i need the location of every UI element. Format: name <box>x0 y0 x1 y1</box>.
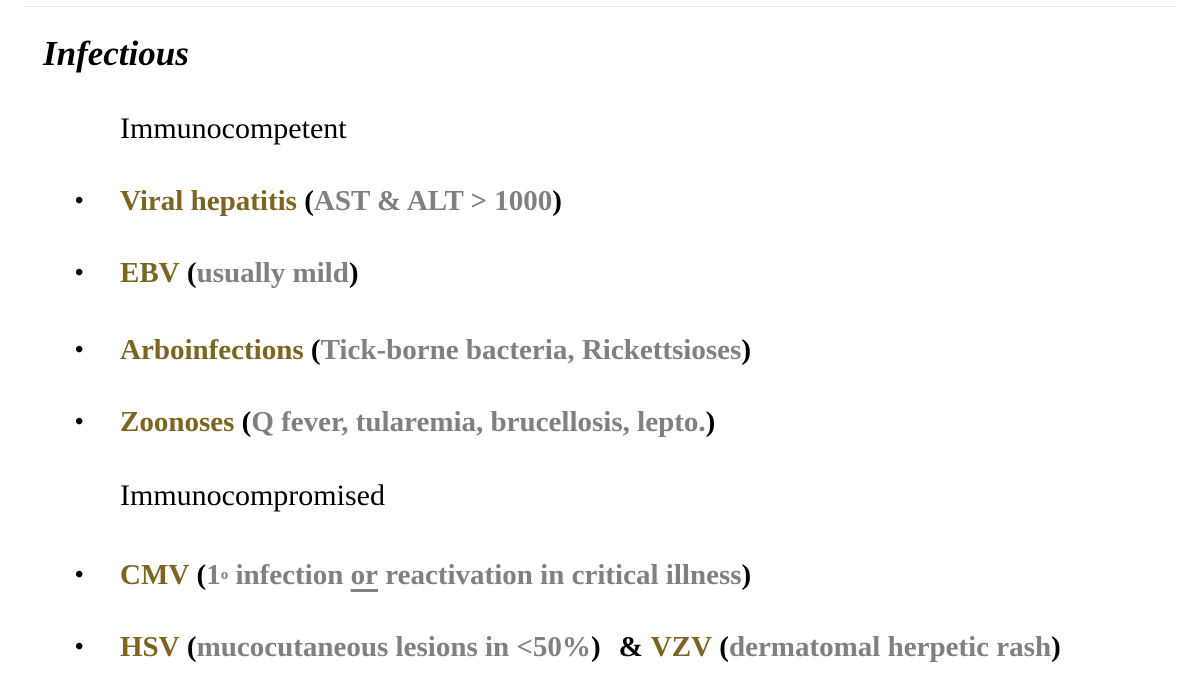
bullet-icon: • <box>75 561 84 588</box>
item-detail-mid: infection <box>228 558 351 591</box>
group-heading-immunocompetent: Immunocompetent <box>120 112 347 145</box>
bullet-icon: • <box>75 259 84 286</box>
item-detail-pre: 1 <box>206 558 221 591</box>
item-detail-underlined: or <box>350 558 378 591</box>
list-item-hsv-vzv: • HSV ( mucocutaneous lesions in <50% ) & VZV ( dermatomal herpetic rash ) <box>70 627 1061 667</box>
item-detail: AST & ALT > 1000 <box>313 184 553 217</box>
list-item-cmv: • CMV ( 1 o infection or reactivation in critical illness ) <box>70 555 751 595</box>
item-term: Arboinfections <box>120 333 304 366</box>
list-item-viral-hepatitis: • Viral hepatitis ( AST & ALT > 1000 ) <box>70 181 562 221</box>
group-heading-immunocompromised: Immunocompromised <box>120 479 385 512</box>
list-item-arboinfections: • Arboinfections ( Tick-borne bacteria, Rickettsioses ) <box>70 330 751 370</box>
item-term: EBV <box>120 256 180 289</box>
section-title: Infectious <box>43 34 189 73</box>
bullet-icon: • <box>75 336 84 363</box>
bullet-icon: • <box>75 408 84 435</box>
item-detail: Tick-borne bacteria, Rickettsioses <box>320 333 742 366</box>
item-detail: usually mild <box>196 256 349 289</box>
list-item-ebv: • EBV ( usually mild ) <box>70 253 359 293</box>
item-detail-superscript: o <box>220 566 229 583</box>
item-term: CMV <box>120 558 190 591</box>
item-detail-post: reactivation in critical illness <box>378 558 742 591</box>
top-divider <box>24 6 1176 7</box>
item-term: Zoonoses <box>120 405 235 438</box>
bullet-icon: • <box>75 633 84 660</box>
item-detail: Q fever, tularemia, brucellosis, lepto. <box>251 405 706 438</box>
item-connector: & <box>618 630 643 663</box>
item-detail: mucocutaneous lesions in <50% <box>196 630 591 663</box>
item-term: HSV <box>120 630 180 663</box>
item-detail-2: dermatomal herpetic rash <box>728 630 1052 663</box>
item-term: Viral hepatitis <box>120 184 297 217</box>
item-term-2: VZV <box>650 630 713 663</box>
list-item-zoonoses: • Zoonoses ( Q fever, tularemia, brucellosis, lepto. ) <box>70 402 715 442</box>
bullet-icon: • <box>75 187 84 214</box>
